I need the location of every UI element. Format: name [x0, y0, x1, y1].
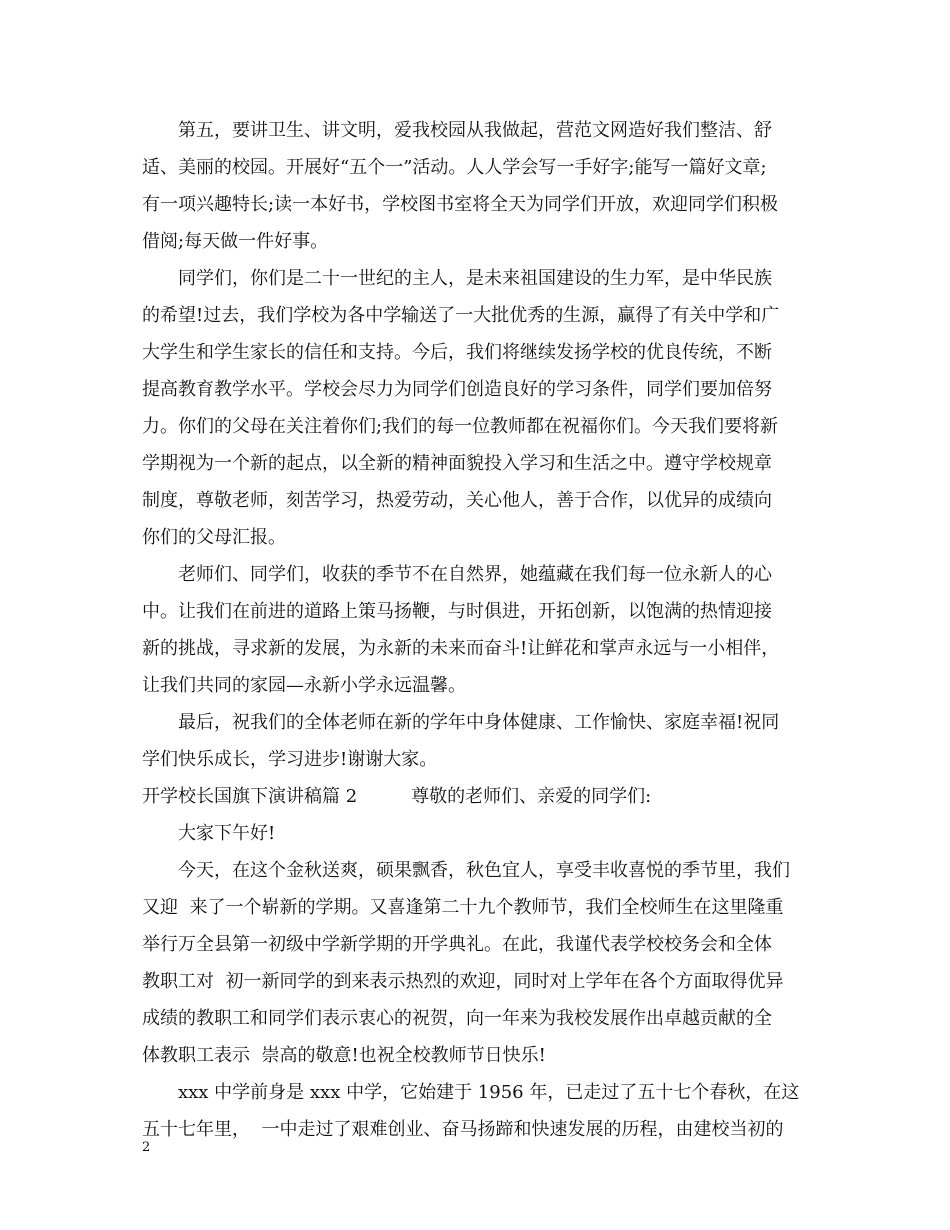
section-heading-line: 开学校长国旗下演讲稿篇 2 尊敬的老师们、亲爱的同学们: [142, 786, 652, 807]
text-line: 学们快乐成长，学习进步!谢谢大家。 [142, 749, 438, 770]
page-number: 2 [142, 1140, 151, 1155]
text-line: 大家下午好! [178, 823, 276, 844]
text-line: 最后，祝我们的全体老师在新的学年中身体健康、工作愉快、家庭幸福!祝同 [178, 712, 780, 733]
text-line: 学期视为一个新的起点，以全新的精神面貌投入学习和生活之中。遵守学校规章 [142, 453, 772, 474]
text-line: 提高教育教学水平。学校会尽力为同学们创造良好的学习条件，同学们要加倍努 [142, 379, 772, 400]
text-line: 新的挑战，寻求新的发展，为永新的未来而奋斗!让鲜花和掌声永远与一小相伴， [142, 638, 780, 659]
text-line: 五十七年里， 一中走过了艰难创业、奋马扬蹄和快速发展的历程，由建校当初的 [142, 1119, 784, 1140]
text-line: 今天，在这个金秋送爽，硕果飘香，秋色宜人，享受丰收喜悦的季节里，我们 [178, 860, 790, 881]
text-line: 适、美丽的校园。开展好“五个一”活动。人人学会写一手好字;能写一篇好文章; [142, 157, 767, 178]
text-line: 制度，尊敬老师，刻苦学习，热爱劳动，关心他人，善于合作，以优异的成绩向 [142, 490, 772, 511]
text-line: 同学们，你们是二十一世纪的主人，是未来祖国建设的生力军，是中华民族 [178, 268, 772, 289]
text-line: 大学生和学生家长的信任和支持。今后，我们将继续发扬学校的优良传统，不断 [142, 342, 772, 363]
text-line: 让我们共同的家园—永新小学永远温馨。 [142, 675, 466, 696]
text-line: 中。让我们在前进的道路上策马扬鞭，与时俱进，开拓创新，以饱满的热情迎接 [142, 601, 772, 622]
text-line: 有一项兴趣特长;读一本好书，学校图书室将全天为同学们开放，欢迎同学们积极 [142, 194, 779, 215]
text-line: 你们的父母汇报。 [142, 527, 286, 548]
text-line: 的希望!过去，我们学校为各中学输送了一大批优秀的生源，赢得了有关中学和广 [142, 305, 780, 326]
text-line: 老师们、同学们，收获的季节不在自然界，她蕴藏在我们每一位永新人的心 [178, 564, 772, 585]
text-line: 教职工对 初一新同学的到来表示热烈的欢迎，同时对上学年在各个方面取得优异 [142, 971, 784, 992]
text-line: 成绩的教职工和同学们表示衷心的祝贺，向一年来为我校发展作出卓越贡献的全 [142, 1008, 772, 1029]
text-line: xxx 中学前身是 xxx 中学，它始建于 1956 年，已走过了五十七个春秋，在这 [178, 1082, 800, 1103]
text-line: 又迎 来了一个崭新的学期。又喜逢第二十九个教师节，我们全校师生在这里隆重 [142, 897, 784, 918]
text-line: 第五，要讲卫生、讲文明，爱我校园从我做起，营范文网造好我们整洁、舒 [178, 120, 772, 141]
text-line: 体教职工表示 崇高的敬意!也祝全校教师节日快乐! [142, 1045, 546, 1066]
text-line: 借阅;每天做一件好事。 [142, 231, 329, 252]
text-line: 举行万全县第一初级中学新学期的开学典礼。在此，我谨代表学校校务会和全体 [142, 934, 772, 955]
text-line: 力。你们的父母在关注着你们;我们的每一位教师都在祝福你们。今天我们要将新 [142, 416, 779, 437]
